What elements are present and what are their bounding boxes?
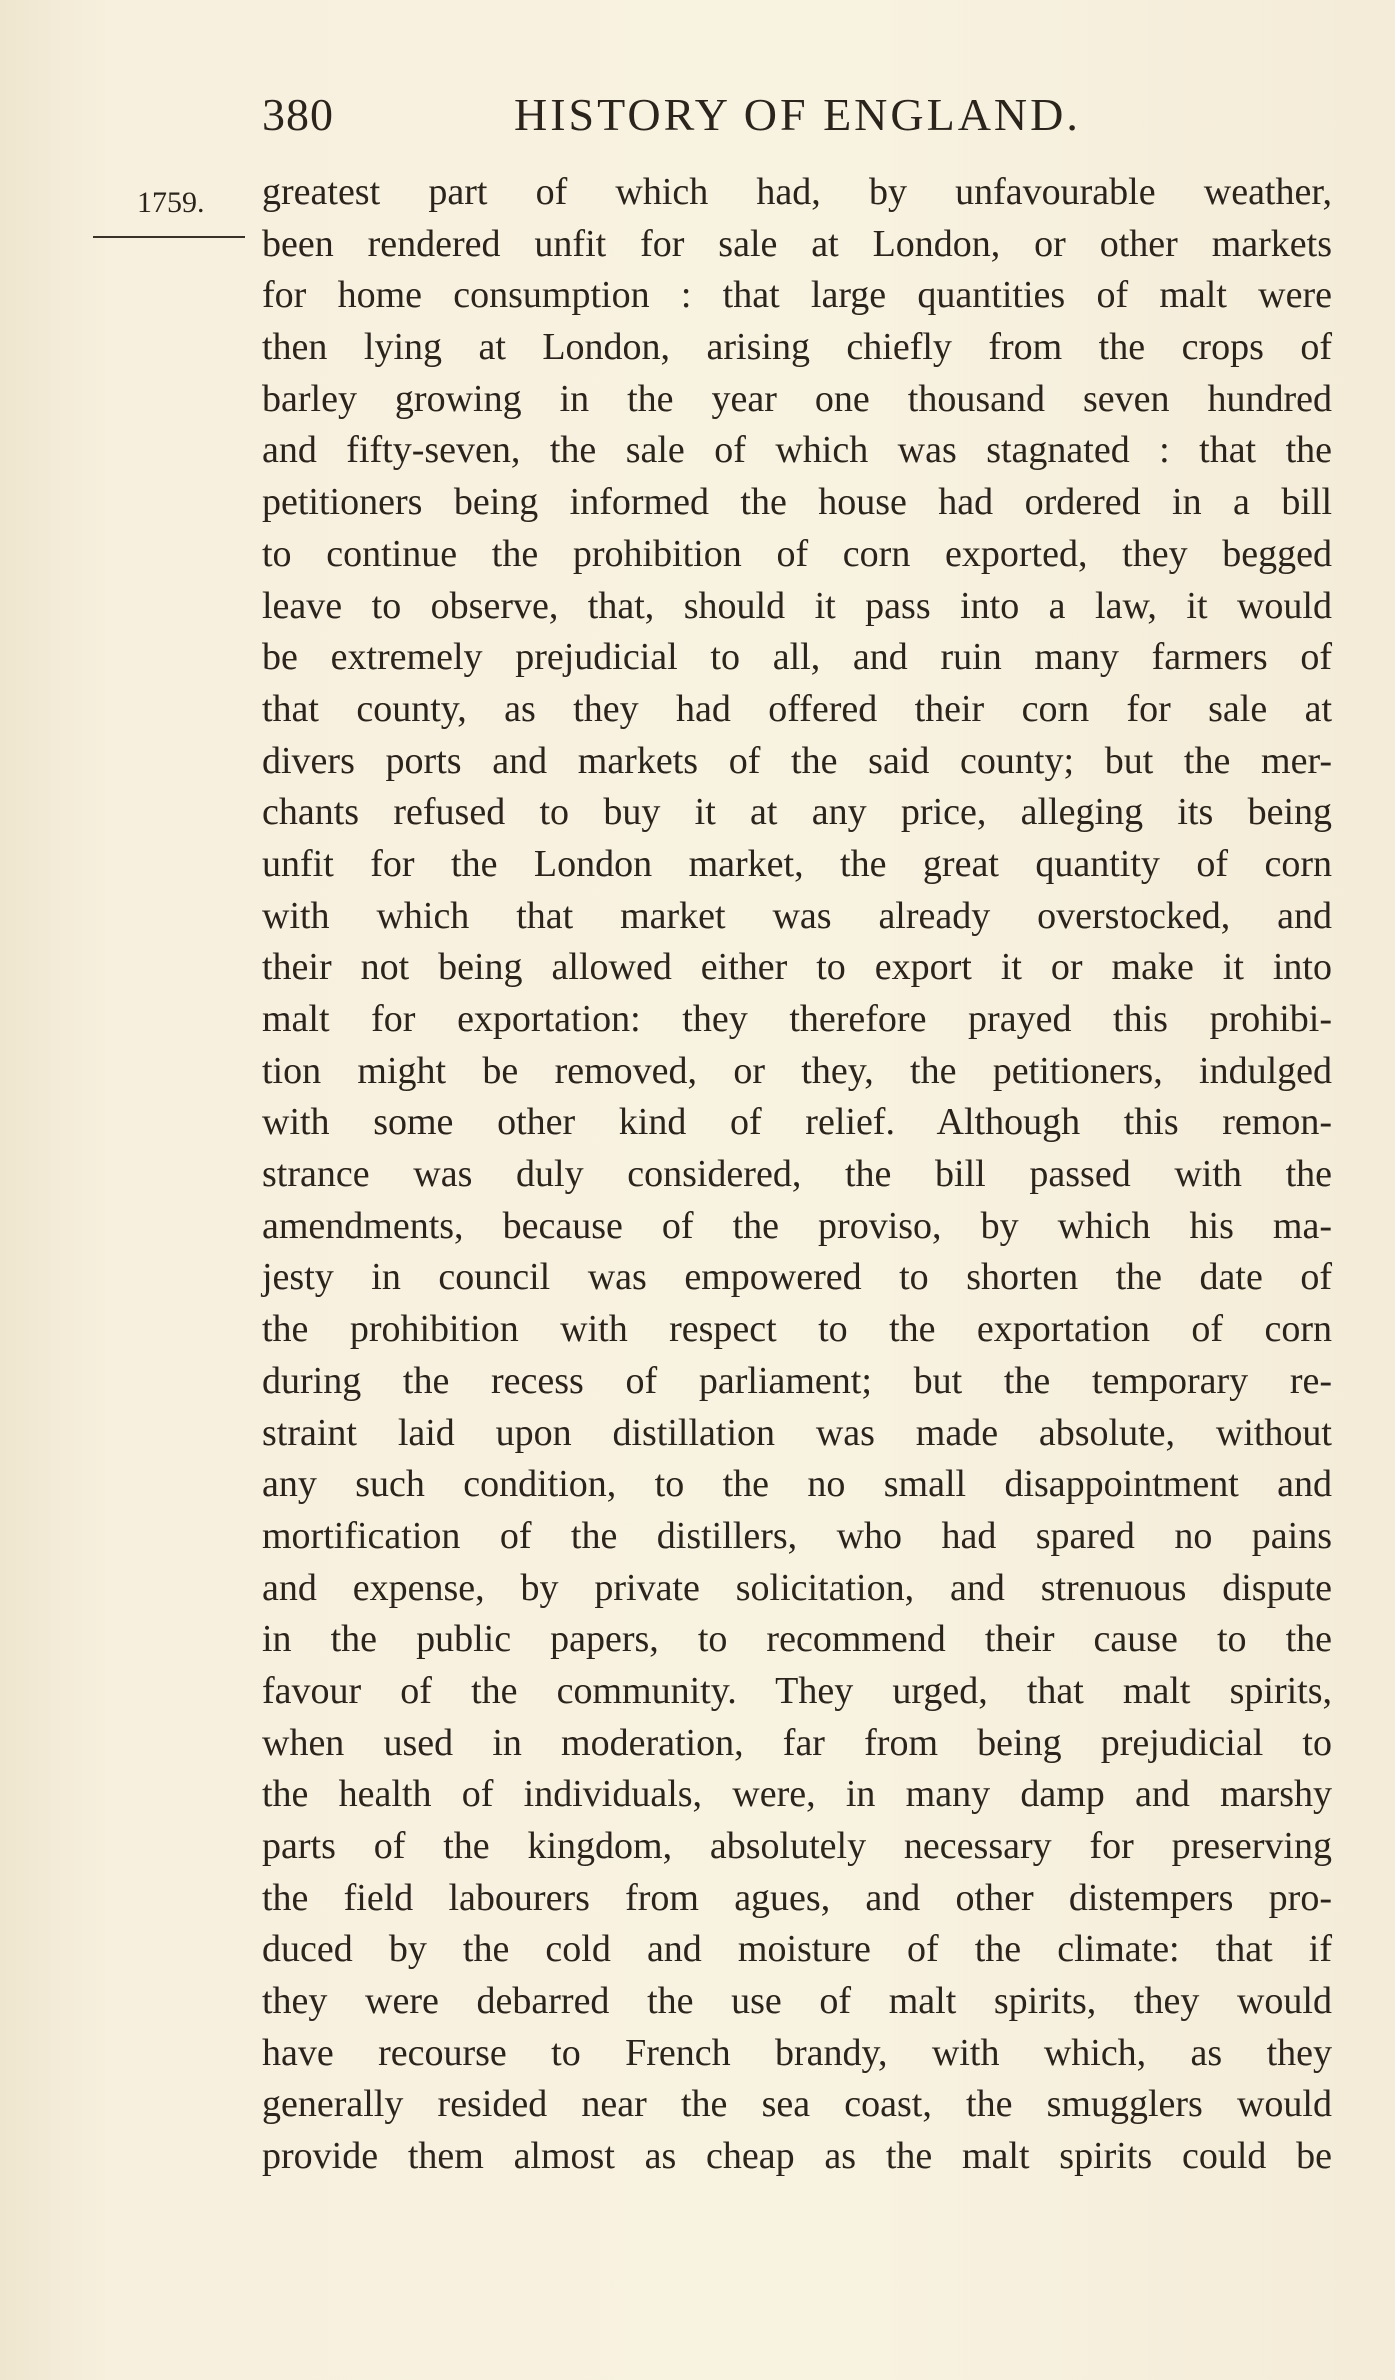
text-line: generally resided near the sea coast, the smugglers would [262, 2083, 1332, 2126]
text-line: amendments, because of the proviso, by which his ma- [262, 1204, 1332, 1247]
text-line: petitioners being informed the house had ordered in a bill [262, 481, 1332, 524]
text-line: straint laid upon distillation was made absolute, without [262, 1411, 1332, 1454]
text-line: the prohibition with respect to the exportation of corn [262, 1308, 1332, 1351]
text-line: in the public papers, to recommend their cause to the [262, 1618, 1332, 1661]
text-line: during the recess of parliament; but the temporary re- [262, 1359, 1332, 1402]
text-line: malt for exportation: they therefore prayed this prohibi- [262, 998, 1332, 1040]
text-line: that county, as they had offered their corn for sale at [262, 687, 1332, 730]
running-title: HISTORY OF ENGLAND. [514, 89, 1081, 140]
text-line: jesty in council was empowered to shorten the date of [262, 1256, 1332, 1299]
text-line: strance was duly considered, the bill passed with the [262, 1153, 1332, 1196]
text-line: duced by the cold and moisture of the climate: that if [262, 1928, 1332, 1971]
text-line: when used in moderation, far from being prejudicial to [262, 1721, 1332, 1764]
text-line: the health of individuals, were, in many damp and marshy [262, 1773, 1332, 1816]
text-line: greatest part of which had, by unfavourable weather, [262, 171, 1332, 213]
margin-year-note: 1759. [137, 186, 205, 219]
text-line: leave to observe, that, should it pass into a law, it would [262, 584, 1332, 627]
text-line: have recourse to French brandy, with which, as they [262, 2031, 1332, 2074]
page-number: 380 [262, 89, 334, 140]
text-line: unfit for the London market, the great quantity of corn [262, 842, 1332, 885]
text-line: with some other kind of relief. Although this remon- [262, 1101, 1332, 1144]
text-line: provide them almost as cheap as the malt spirits could be [262, 2135, 1332, 2178]
text-line: to continue the prohibition of corn exported, they begged [262, 532, 1332, 575]
body-text [262, 167, 1332, 2183]
text-line: been rendered unfit for sale at London, or other markets [262, 222, 1332, 265]
text-line: the field labourers from agues, and other distempers pro- [262, 1876, 1332, 1919]
text-line: with which that market was already overstocked, and [262, 894, 1332, 937]
text-line: barley growing in the year one thousand seven hundred [262, 377, 1332, 420]
text-line: favour of the community. They urged, that malt spirits, [262, 1669, 1332, 1712]
text-line: and expense, by private solicitation, and strenuous dispute [262, 1566, 1332, 1609]
text-line: chants refused to buy it at any price, alleging its being [262, 791, 1332, 834]
text-line: mortification of the distillers, who had spared no pains [262, 1514, 1332, 1557]
text-line: be extremely prejudicial to all, and ruin many farmers of [262, 636, 1332, 679]
text-line: any such condition, to the no small disappointment and [262, 1463, 1332, 1506]
text-line: their not being allowed either to export it or make it into [262, 946, 1332, 989]
margin-rule [93, 236, 245, 238]
text-line: parts of the kingdom, absolutely necessary for preserving [262, 1825, 1332, 1867]
text-line: tion might be removed, or they, the petitioners, indulged [262, 1049, 1332, 1092]
running-header [262, 88, 1330, 148]
text-line: they were debarred the use of malt spirits, they would [262, 1980, 1332, 2023]
text-line: then lying at London, arising chiefly from the crops of [262, 326, 1332, 369]
text-line: and fifty-seven, the sale of which was stagnated : that the [262, 429, 1332, 472]
text-line: divers ports and markets of the said county; but the mer- [262, 739, 1332, 782]
text-line: for home consumption : that large quantities of malt were [262, 274, 1332, 317]
